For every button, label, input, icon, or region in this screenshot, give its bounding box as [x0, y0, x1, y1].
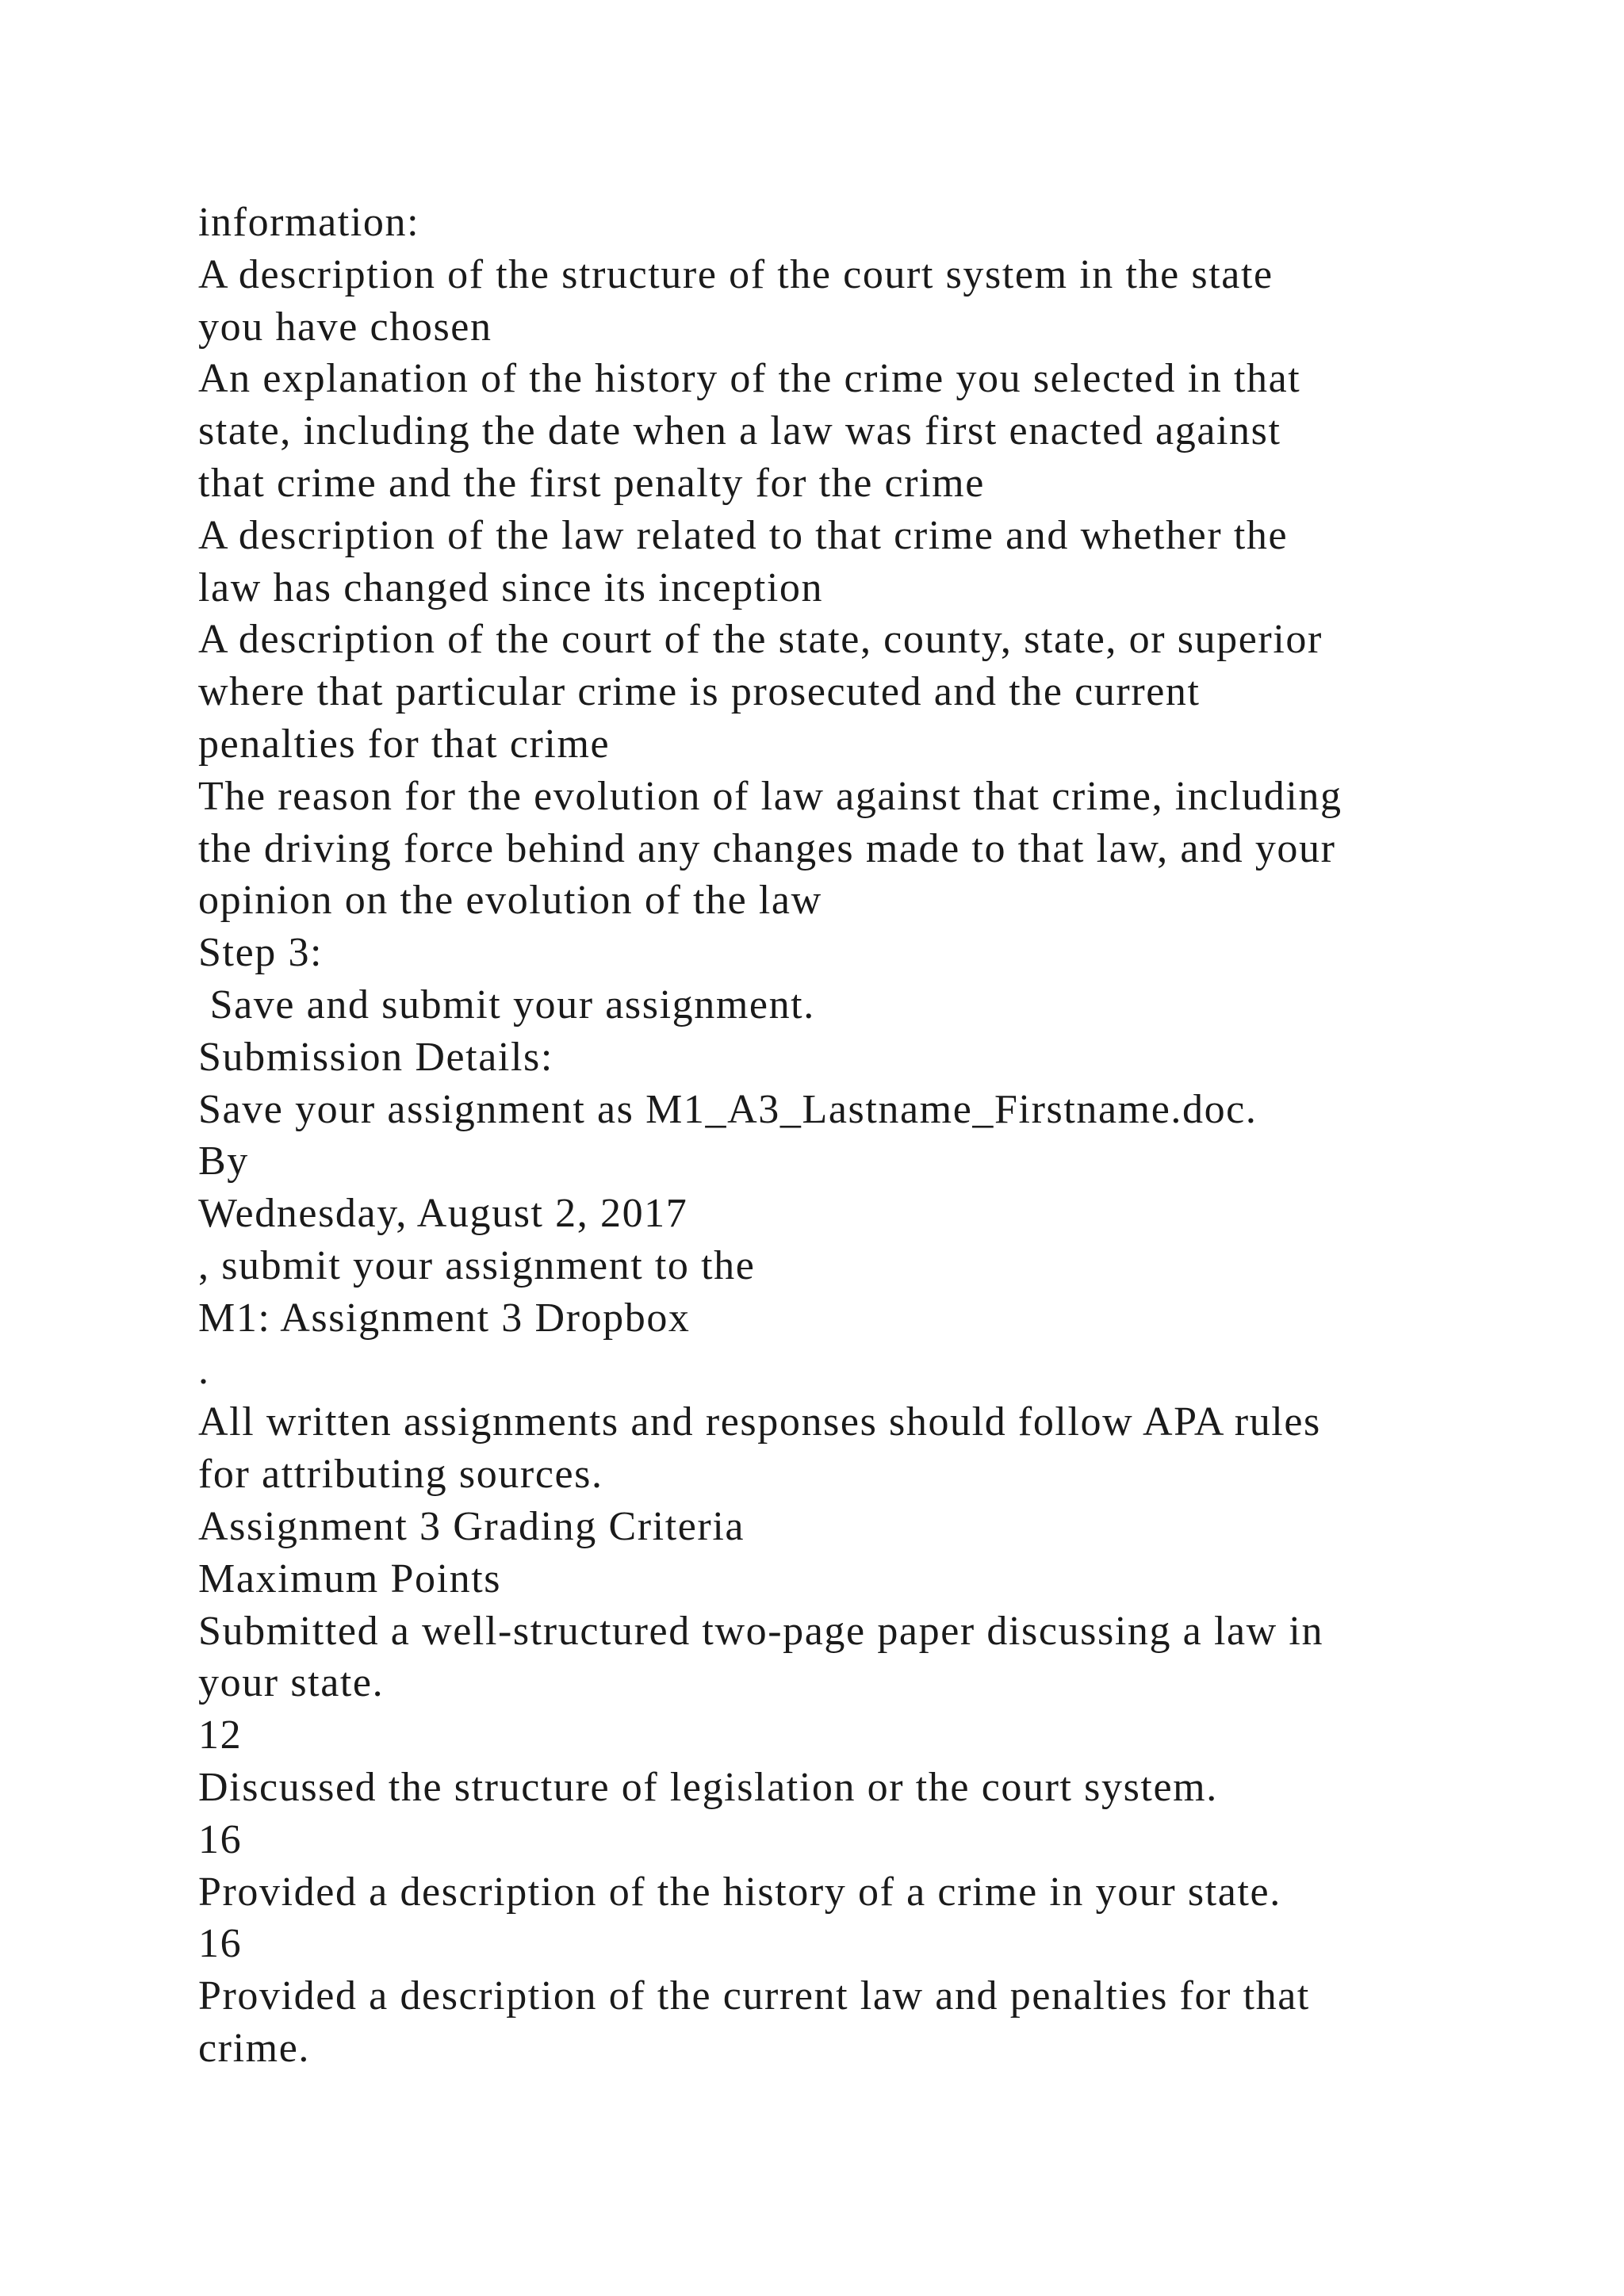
criterion-text: your state.	[198, 1660, 385, 1706]
text-line: for attributing sources.	[198, 1452, 603, 1498]
text-line: state, including the date when a law was first enacted against	[198, 408, 1281, 454]
text-line: where that particular crime is prosecuted and the current	[198, 669, 1201, 715]
text-line: All written assignments and responses should follow APA rules	[198, 1399, 1321, 1445]
max-points-heading: Maximum Points	[198, 1556, 502, 1601]
document-text	[198, 197, 1546, 2075]
text-line: that crime and the first penalty for the crime	[198, 460, 985, 506]
text-line: The reason for the evolution of law against that crime, including	[198, 773, 1342, 819]
text-line: , submit your assignment to the	[198, 1242, 756, 1288]
section-heading: Submission Details:	[198, 1034, 553, 1080]
criterion-text: crime.	[198, 2025, 310, 2071]
criterion-text: Discussed the structure of legislation or the court system.	[198, 1764, 1218, 1810]
criterion-text: Submitted a well-structured two-page paper discussing a law in	[198, 1608, 1324, 1654]
text-line: information:	[198, 200, 420, 245]
text-line: Save your assignment as M1_A3_Lastname_Firstname.doc.	[198, 1086, 1258, 1132]
text-line: Save and submit your assignment.	[198, 982, 815, 1027]
criterion-text: Provided a description of the history of a crime in your state.	[198, 1869, 1281, 1915]
text-line: A description of the court of the state, county, state, or superior	[198, 617, 1323, 663]
due-date: Wednesday, August 2, 2017	[198, 1191, 688, 1237]
text-line: you have chosen	[198, 304, 492, 350]
grading-criteria-heading: Assignment 3 Grading Criteria	[198, 1503, 745, 1549]
text-line: A description of the law related to that crime and whether the	[198, 512, 1289, 558]
criterion-text: Provided a description of the current law and penalties for that	[198, 1973, 1310, 2019]
text-line: A description of the structure of the court system in the state	[198, 251, 1274, 297]
text-line: opinion on the evolution of the law	[198, 878, 822, 924]
text-line: penalties for that crime	[198, 721, 611, 767]
text-line: .	[198, 1347, 210, 1393]
text-line: the driving force behind any changes made to that law, and your	[198, 825, 1336, 871]
text-line: By	[198, 1138, 249, 1184]
criterion-points: 16	[198, 1816, 243, 1862]
dropbox-name: M1: Assignment 3 Dropbox	[198, 1295, 691, 1341]
criterion-points: 16	[198, 1921, 243, 1967]
text-line: An explanation of the history of the crime you selected in that	[198, 356, 1301, 402]
text-line: law has changed since its inception	[198, 564, 824, 610]
step-heading: Step 3:	[198, 930, 324, 976]
criterion-points: 12	[198, 1712, 243, 1758]
